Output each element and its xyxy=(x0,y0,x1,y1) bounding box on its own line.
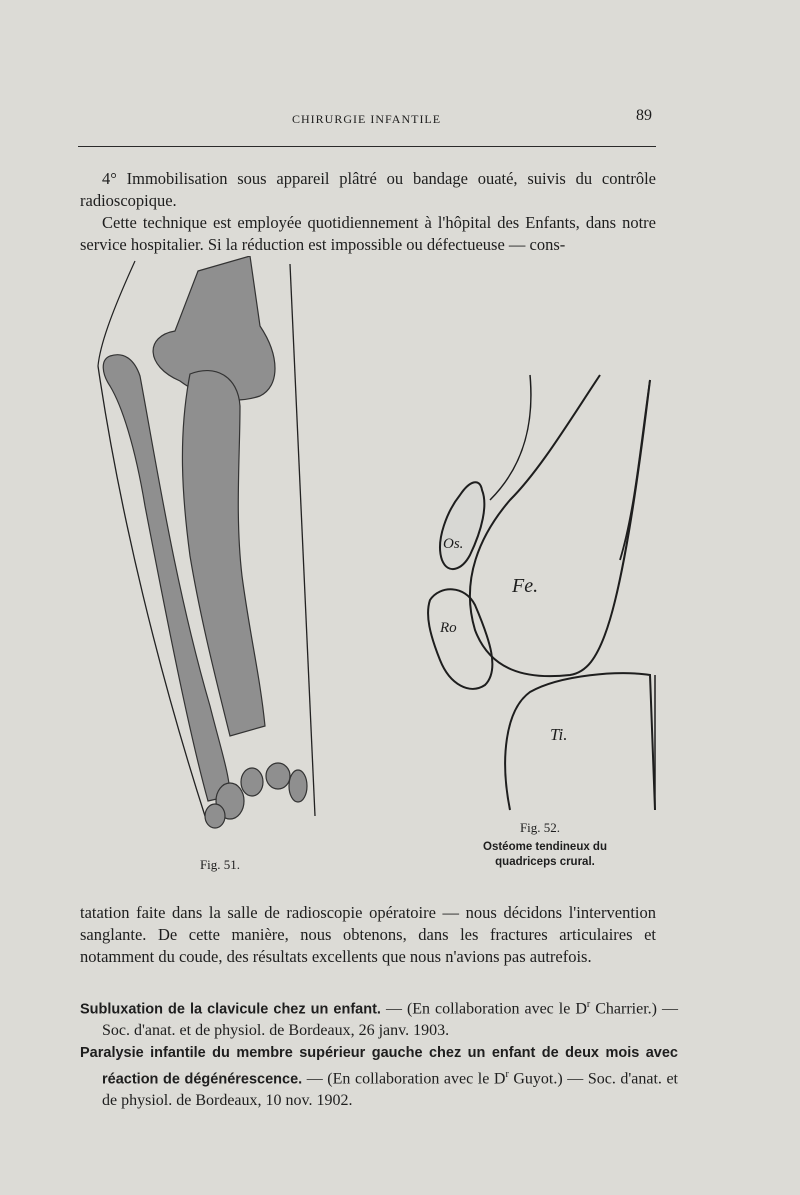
carpal-bone xyxy=(205,804,225,828)
femur-outline xyxy=(470,375,650,676)
carpal-bone xyxy=(241,768,263,796)
carpal-bone xyxy=(266,763,290,789)
figure-52-knee-drawing xyxy=(420,370,660,820)
figure-52-subcaption: Ostéome tendineux du quadriceps crural. xyxy=(483,841,607,868)
carpal-bone xyxy=(289,770,307,802)
label-ro: Ro xyxy=(440,620,457,636)
bibliography-superscript: r xyxy=(505,1069,509,1080)
paragraph-intervention: tatation faite dans la salle de radioscopie opératoire — nous décidons l'intervention sanglante. De cette manière, nous obtenons, dans les fractures articulaires et notamment du coude, des résultats excellents que nous n'avions pas autrefois. xyxy=(80,903,656,966)
patella-outline xyxy=(428,589,492,689)
bibliography-details: — (En collaboration avec le D xyxy=(302,1070,506,1088)
bibliography-superscript: r xyxy=(586,999,591,1010)
figure-51-caption: Fig. 51. xyxy=(199,857,241,872)
label-fe: Fe. xyxy=(512,575,539,597)
bibliography-entry xyxy=(80,994,678,1042)
page-header xyxy=(78,104,656,147)
figure-51-forearm-radiograph xyxy=(80,256,340,856)
bibliography-entry xyxy=(80,1042,678,1112)
bibliography-title: Paralysie infantile du membre supérieur gauche chez un enfant de deux mois avec réaction de dégénérescence. xyxy=(80,1045,678,1088)
bibliography-details: Charrier.) — Soc. d'anat. et de physiol. de Bordeaux, 26 janv. 1903. xyxy=(102,1000,679,1040)
label-os: Os. xyxy=(443,536,464,552)
paragraph-immobilisation: 4° Immobilisation sous appareil plâtré ou bandage ouaté, suivis du contrôle radioscopique. xyxy=(80,169,656,210)
paragraph-technique: Cette technique est employée quotidiennement à l'hôpital des Enfants, dans notre service hospitalier. Si la réduction est impossible ou défectueuse — cons- xyxy=(80,213,656,254)
running-head: CHIRURGIE INFANTILE xyxy=(292,112,442,126)
bibliography-details: Guyot.) — Soc. d'anat. et de physiol. de Bordeaux, 10 nov. 1902. xyxy=(102,1070,679,1110)
figure-52-caption: Fig. 52. xyxy=(519,820,561,835)
tibia-outline xyxy=(505,673,655,810)
soft-tissue-outline-right xyxy=(290,264,315,816)
bibliography-title: Subluxation de la clavicule chez un enfant. xyxy=(80,1001,381,1018)
bibliography-details: — (En collaboration avec le D xyxy=(380,1000,587,1018)
label-ti: Ti. xyxy=(550,725,568,744)
page-number: 89 xyxy=(636,107,652,124)
